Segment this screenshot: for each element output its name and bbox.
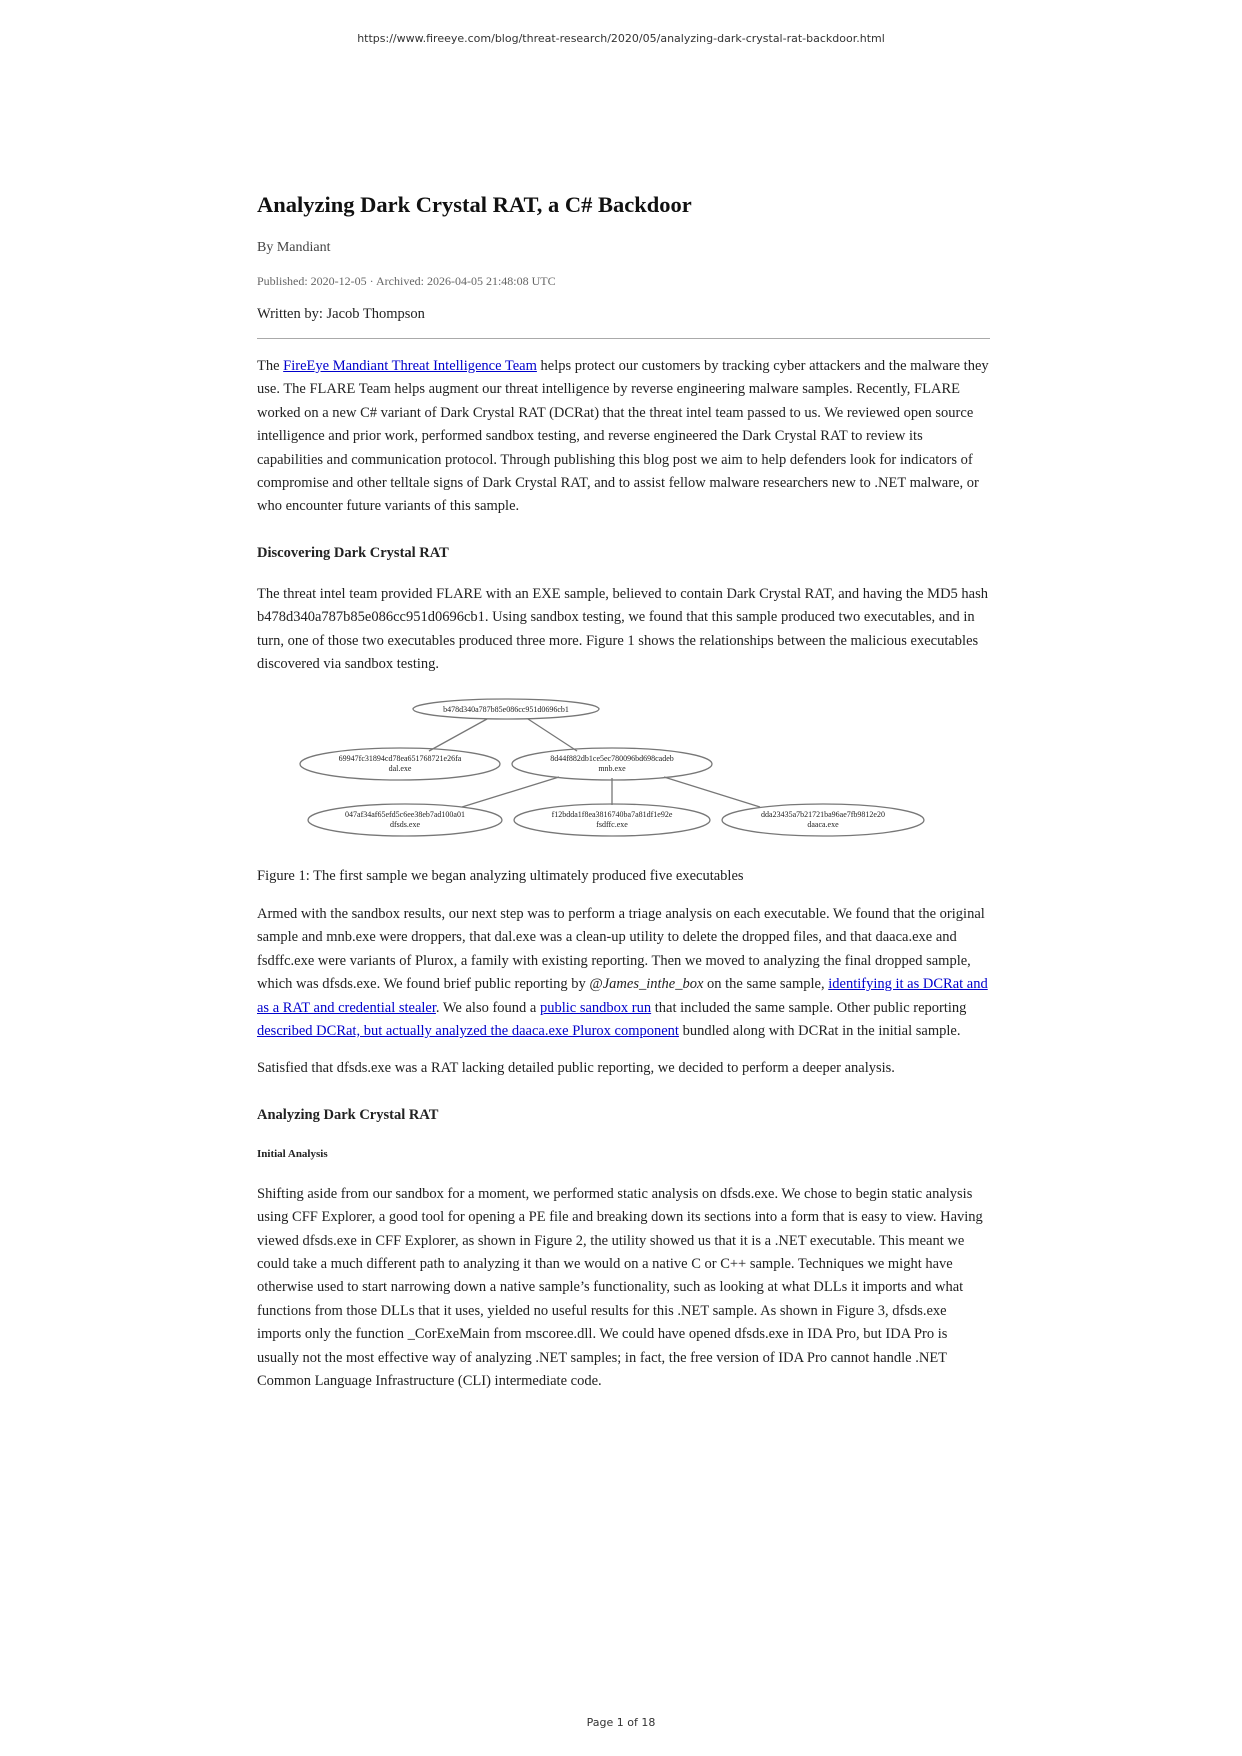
text: bundled along with DCRat in the initial sample. bbox=[678, 1022, 961, 1039]
node-hash: 8d44f882db1ce5ec780096bd698cadeb bbox=[550, 754, 674, 764]
edge bbox=[528, 719, 577, 751]
edge bbox=[462, 777, 559, 807]
text: . We also found a bbox=[435, 999, 540, 1016]
section-heading-analyzing: Analyzing Dark Crystal RAT bbox=[257, 1106, 439, 1123]
text: that included the same sample. Other public reporting bbox=[651, 999, 967, 1016]
public-sandbox-run-link[interactable]: public sandbox run bbox=[539, 999, 652, 1016]
figure-caption: Figure 1: The first sample we began analyzing ultimately produced five executables bbox=[257, 868, 744, 885]
intro-paragraph bbox=[257, 355, 990, 519]
text: Armed with the sandbox results, our next step was to perform a triage analysis on each executable. We found that the original sample and mnb.exe were droppers, that dal.exe was a clean-up utility to delete the dropped files, and that daaca.exe and fsdffc.exe were variants of Plurox, a family with existing reporting. Then we moved to analyzing the final dropped sample, which was dfsds.exe. We found brief public reporting by bbox=[257, 905, 985, 993]
text: on the same sample, bbox=[703, 976, 829, 993]
node-name: fsdffc.exe bbox=[596, 820, 628, 830]
text: helps protect our customers by tracking cyber attackers and the malware they use. The FLARE Team helps augment our threat intelligence by reverse engineering malware samples. Recently, FLARE worked on a new C# variant of Dark Crystal RAT (DCRat) that the threat intel team passed to us. We reviewed open source intelligence and prior work, performed sandbox testing, and reverse engineered the Dark Crystal RAT to review its capabilities and communication protocol. Through publishing this blog post we aim to help defenders look for indicators of compromise and other telltale signs of Dark Crystal RAT, and to assist fellow malware researchers new to .NET malware, or who encounter future variants of this sample. bbox=[257, 358, 989, 515]
node-name: dfsds.exe bbox=[390, 820, 420, 830]
node-hash: dda23435a7b21721ba96ae7fb9812e20 bbox=[761, 810, 885, 820]
figure-1-process-tree bbox=[257, 698, 990, 838]
text: The bbox=[257, 358, 284, 374]
divider bbox=[257, 338, 990, 339]
published-date: Published: 2020-12-05 · Archived: 2026-04-05 21:48:08 UTC bbox=[257, 274, 556, 288]
dcrat-identification-link[interactable]: identifying it as DCRat and as a RAT and credential stealer bbox=[257, 976, 988, 1016]
edge bbox=[429, 719, 487, 751]
initial-analysis-paragraph: Shifting aside from our sandbox for a moment, we performed static analysis on dfsds.exe. We chose to begin static analysis using CFF Explorer, a good tool for opening a PE file and breaking down its sections into a form that is easy to view. Having viewed dfsds.exe in CFF Explorer, as shown in Figure 2, the utility showed us that it is a .NET executable. This meant we could take a much different path to analyzing it than we would on a native C or C++ sample. Techniques we might have otherwise used to start narrowing down a native sample’s functionality, such as looking at what DLLs it imports and what functions from those DLLs that it uses, yielded no useful results for this .NET sample. As shown in Figure 3, dfsds.exe imports only the function _CorExeMain from mscoree.dll. We could have opened dfsds.exe in IDA Pro, but IDA Pro is usually not the most effective way of analyzing .NET samples; in fact, the free version of IDA Pro cannot handle .NET Common Language Infrastructure (CLI) intermediate code. bbox=[257, 1185, 983, 1389]
author: Written by: Jacob Thompson bbox=[257, 306, 425, 322]
node-hash: b478d340a787b85e086cc951d0696cb1 bbox=[443, 705, 569, 715]
node-name: mnb.exe bbox=[598, 764, 626, 774]
plurox-reporting-link[interactable]: described DCRat, but actually analyzed the daaca.exe Plurox component bbox=[257, 1022, 679, 1039]
node-hash: f12bdda1f8ea3816740ba7a81df1e92e bbox=[551, 810, 673, 820]
section-heading-discovering: Discovering Dark Crystal RAT bbox=[257, 544, 449, 561]
fireeye-team-link[interactable]: FireEye Mandiant Threat Intelligence Team bbox=[283, 358, 537, 374]
node-hash: 69947fc31894cd78ea651768721e26fa bbox=[338, 754, 462, 764]
twitter-handle: @James_inthe_box bbox=[589, 976, 704, 993]
page-url: https://www.fireeye.com/blog/threat-research/2020/05/analyzing-dark-crystal-rat-backdoor.html bbox=[357, 32, 885, 45]
node-hash: 047af34af65efd5c6ee38eb7ad100a01 bbox=[345, 810, 465, 820]
article-title: Analyzing Dark Crystal RAT, a C# Backdoor bbox=[257, 192, 692, 217]
triage-paragraph bbox=[257, 903, 990, 1043]
edge bbox=[664, 777, 760, 807]
node-name: dal.exe bbox=[388, 764, 412, 774]
article bbox=[257, 190, 990, 1407]
subheading-initial-analysis: Initial Analysis bbox=[257, 1147, 328, 1160]
node-name: daaca.exe bbox=[807, 820, 839, 830]
discovering-paragraph: The threat intel team provided FLARE with an EXE sample, believed to contain Dark Crystal RAT, and having the MD5 hash b478d340a787b85e086cc951d0696cb1. Using sandbox testing, we found that this sample produced two executables, and in turn, one of those two executables produced three more. Figure 1 shows the relationships between the malicious executables discovered via sandbox testing. bbox=[257, 585, 989, 673]
page-number: Page 1 of 18 bbox=[586, 1716, 656, 1729]
byline: By Mandiant bbox=[257, 240, 331, 255]
satisfied-paragraph: Satisfied that dfsds.exe was a RAT lacking detailed public reporting, we decided to perform a deeper analysis. bbox=[257, 1060, 895, 1077]
